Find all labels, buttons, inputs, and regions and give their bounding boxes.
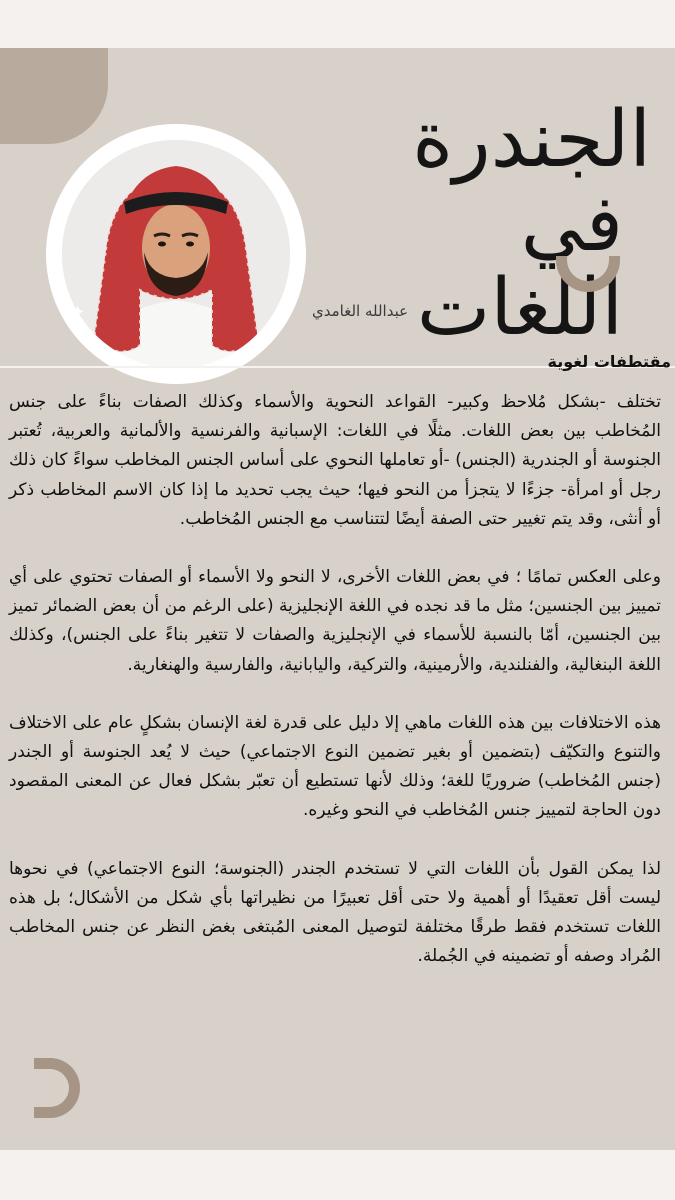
avatar — [62, 140, 290, 368]
article-body — [9, 388, 661, 1000]
paragraph: لذا يمكن القول بأن اللغات التي لا تستخدم الجندر (الجنوسة؛ النوع الاجتماعي) في نحوها ليست أقل تعقيدًا أو أهمية ولا حتى أقل تعبيرًا من نظيراتها بأي شكل من الأشكال؛ بل هذه اللغات تستخدم فقط طرقًا مختلفة لتوصيل المعنى المُبتغى بغض النظر عن جنس المخاطب المُراد وصفه أو تضمينه في الجُملة. — [9, 858, 661, 967]
decorative-corner-shape — [0, 48, 108, 144]
paragraph: وعلى العكس تمامًا ؛ في بعض اللغات الأخرى، لا النحو ولا الأسماء أو الصفات تحتوي على أي تمييز بين الجنسين؛ مثل ما قد نجده في اللغة الإنجليزية (على الرغم من أن بعض الضمائر تميز بين الجنسين، أمّا بالنسبة للأسماء في الإنجليزية والصفات لا تتغير بناءً على الجنس)، وكذلك اللغة البنغالية، والفنلندية، والأرمينية، والتركية، واليابانية، والفارسية والهنغارية. — [9, 567, 661, 675]
article-card — [0, 48, 675, 1150]
title-line-2: في اللغات — [416, 179, 623, 353]
paragraph: هذه الاختلافات بين هذه اللغات ماهي إلا دليل على قدرة لغة الإنسان بشكلٍ عام على الاختلاف والتنوع والتكيّف (بتضمين أو بغير تضمين النوع الاجتماعي) حيث لا يُعد الجنوسة أو الجندر (جنس المُخاطب) ضروريًا للغة؛ وذلك لأنها تستطيع أن تعبّر بشكل فعال عن المعنى المقصود دون الحاجة لتمييز جنس المُخاطب في النحو وغيره. — [9, 712, 661, 821]
decorative-arc-icon — [34, 1058, 80, 1118]
title-line-1: الجندرة — [412, 95, 651, 185]
section-label: مقتطفات لغوية — [547, 352, 671, 371]
author-portrait-icon — [62, 140, 290, 368]
paragraph: تختلف -بشكل مُلاحظ وكبير- القواعد النحوية والأسماء وكذلك الصفات بناءً على جنس المُخاطب بين بعض اللغات. مثلًا في اللغات: الإسبانية والفرنسية والألمانية والعربية، تُعتبر الجنوسة أو الجندرية (الجنس) -أو تعاملها النحوي على أساس الجنس المخاطب سواءً كان ذلك رجل أو امرأة- جزءًا لا يتجزأ من النحو فيها؛ حيث يجب تحديد ما إذا كان الاسم المخاطب ذكر أو أنثى، وقد يتم تغيير حتى الصفة أيضًا لتتناسب مع الجنس المُخاطب. — [9, 392, 661, 529]
sparkle-icon: ✦ — [70, 302, 86, 323]
author-name: عبدالله الغامدي — [312, 302, 409, 320]
